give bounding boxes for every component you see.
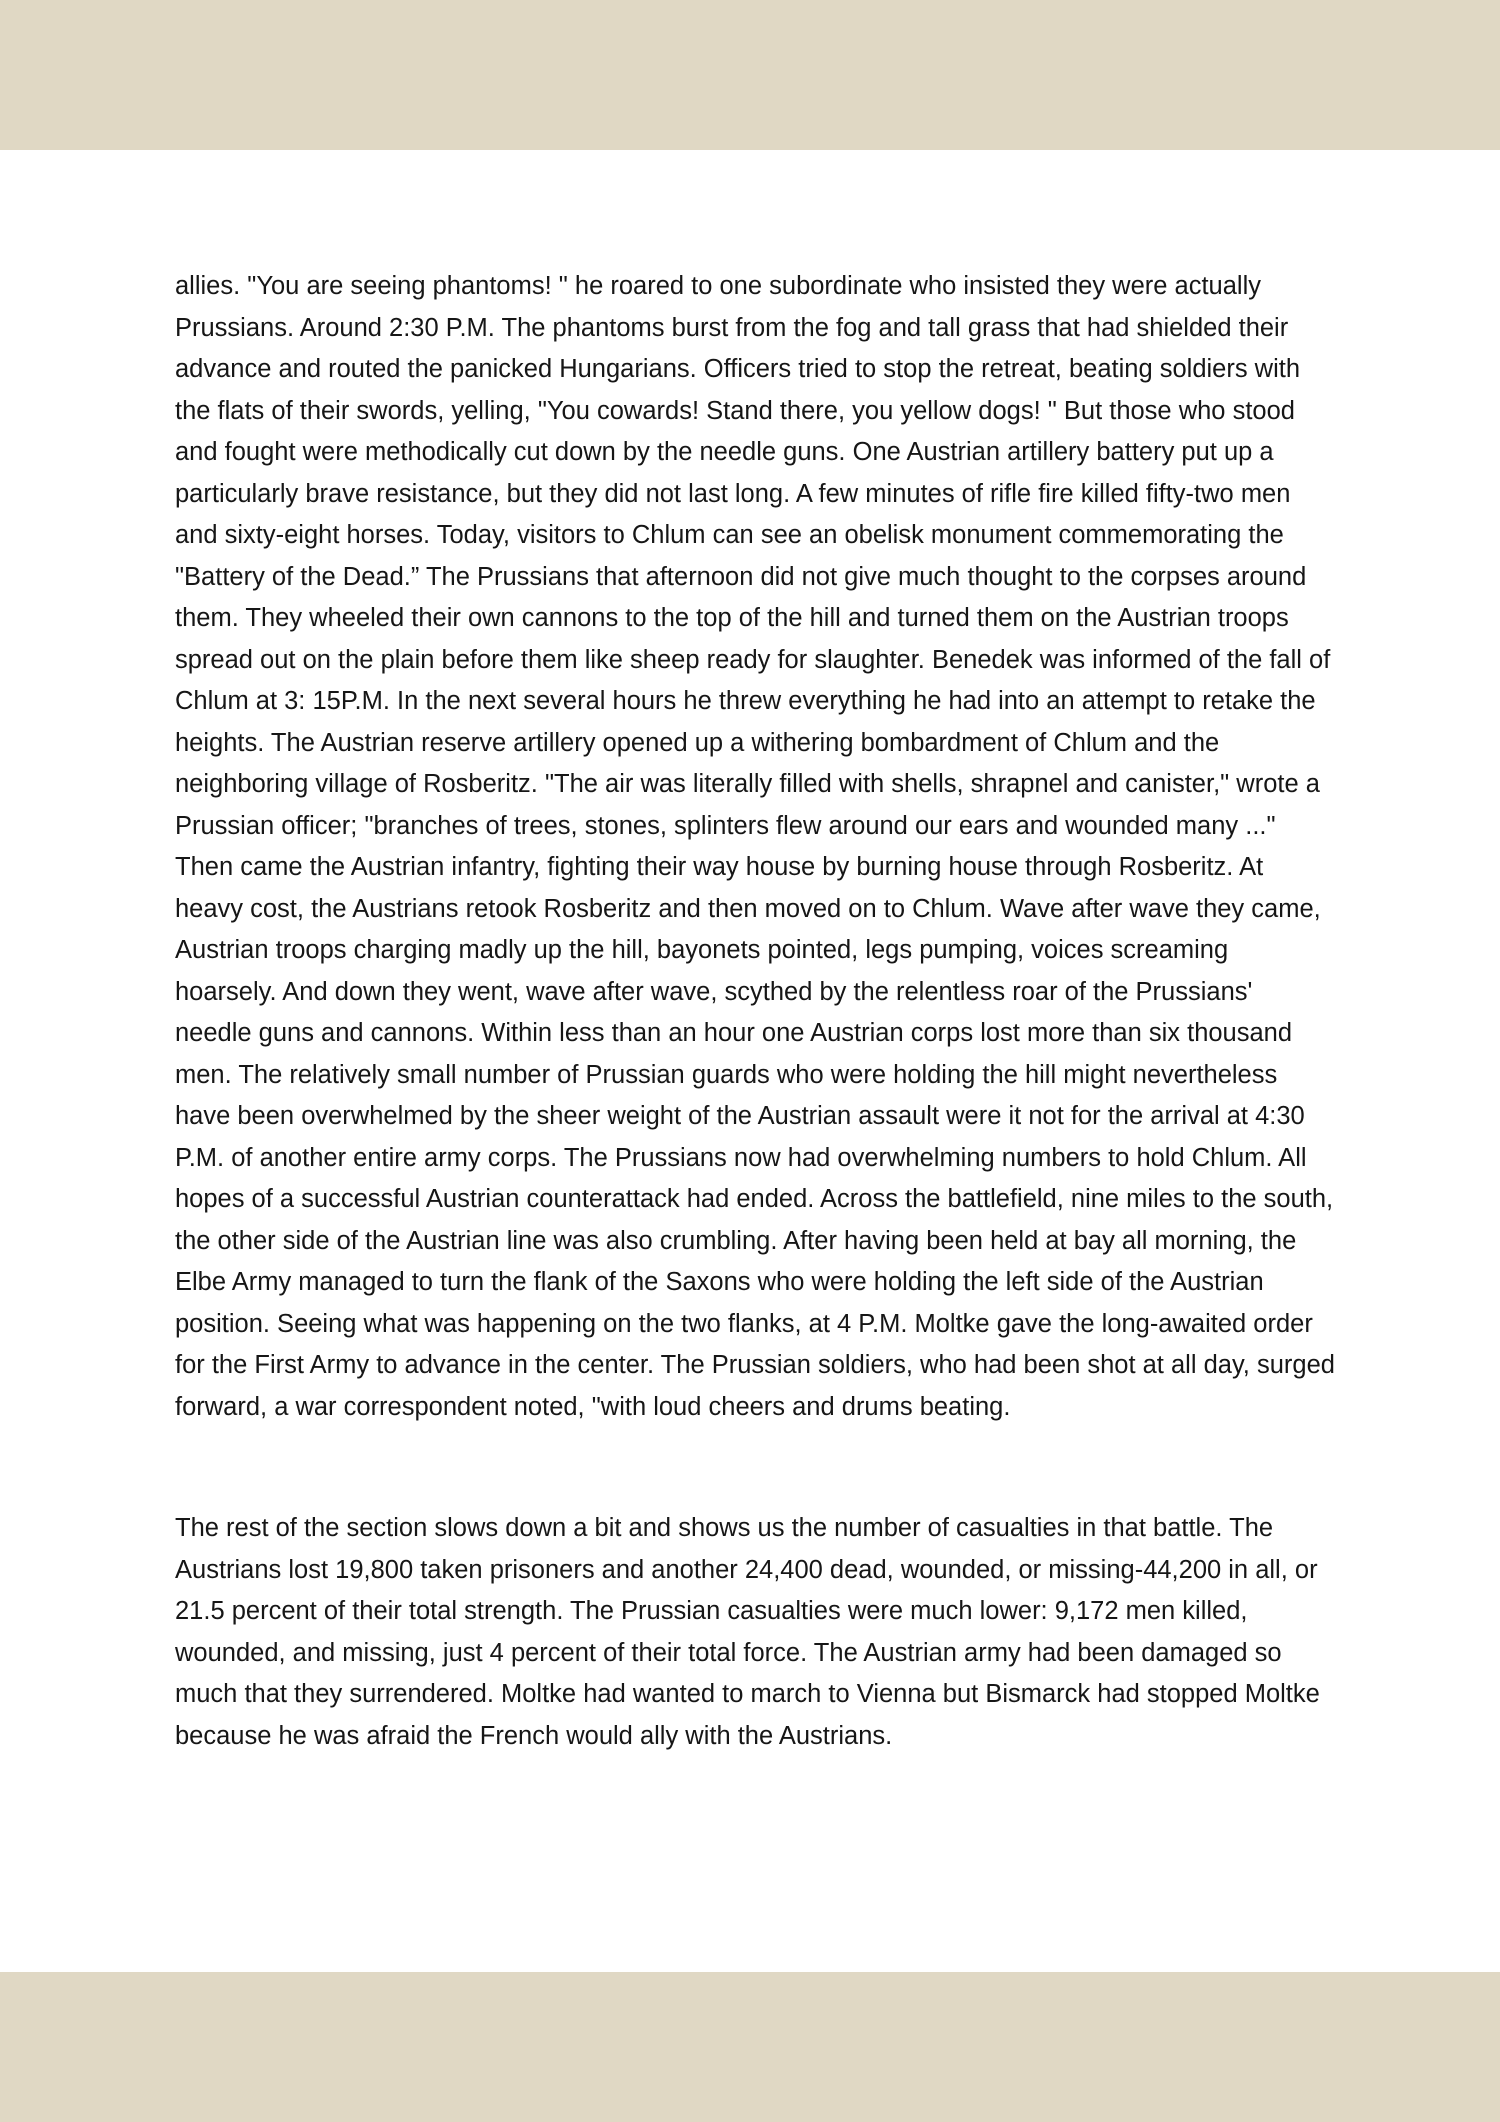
body-paragraph-1: allies. "You are seeing phantoms! " he roared to one subordinate who insisted they were actually Prussians. Around 2:30 P.M. The phantoms burst from the fog and tall grass that had shielded their advance and routed the panicked Hungarians. Officers tried to stop the retreat, beating soldiers with the flats of their swords, yelling, "You cowards! Stand there, you yellow dogs! " But those who stood and fought were methodically cut down by the needle guns. One Austrian artillery battery put up a particularly brave resistance, but they did not last long. A few minutes of rifle fire killed fifty-two men and sixty-eight horses. Today, visitors to Chlum can see an obelisk monument commemorating the "Battery of the Dead.” The Prussians that afternoon did not give much thought to the corpses around them. They wheeled their own cannons to the top of the hill and turned them on the Austrian troops spread out on the plain before them like sheep ready for slaughter. Benedek was informed of the fall of Chlum at 3: 15P.M. In the next several hours he threw everything he had into an attempt to retake the heights. The Austrian reserve artillery opened up a withering bombardment of Chlum and the neighboring village of Rosberitz. "The air was literally filled with shells, shrapnel and canister," wrote a Prussian officer; "branches of trees, stones, splinters flew around our ears and wounded many ..." Then came the Austrian infantry, fighting their way house by burning house through Rosberitz. At heavy cost, the Austrians retook Rosberitz and then moved on to Chlum. Wave after wave they came, Austrian troops charging madly up the hill, bayonets pointed, legs pumping, voices screaming hoarsely. And down they went, wave after wave, scythed by the relentless roar of the Prussians' needle guns and cannons. Within less than an hour one Austrian corps lost more than six thousand men. The relatively small number of Prussian guards who were holding the hill might nevertheless have been overwhelmed by the sheer weight of the Austrian assault were it not for the arrival at 4:30 P.M. of another entire army corps. The Prussians now had overwhelming numbers to hold Chlum. All hopes of a successful Austrian counterattack had ended. Across the battlefield, nine miles to the south, the other side of the Austrian line was also crumbling. After having been held at bay all morning, the Elbe Army managed to turn the flank of the Saxons who were holding the left side of the Austrian position. Seeing what was happening on the two flanks, at 4 P.M. Moltke gave the long-awaited order for the First Army to advance in the center. The Prussian soldiers, who had been shot at all day, surged forward, a war correspondent noted, "with loud cheers and drums beating. — [175, 272, 1335, 1421]
document-body — [175, 266, 1335, 1757]
top-margin-band — [0, 0, 1500, 150]
bottom-margin-band — [0, 1972, 1500, 2122]
body-paragraph-2: The rest of the section slows down a bit and shows us the number of casualties in that battle. The Austrians lost 19,800 taken prisoners and another 24,400 dead, wounded, or missing-44,200 in all, or 21.5 percent of their total strength. The Prussian casualties were much lower: 9,172 men killed, wounded, and missing, just 4 percent of their total force. The Austrian army had been damaged so much that they surrendered. Moltke had wanted to march to Vienna but Bismarck had stopped Moltke because he was afraid the French would ally with the Austrians. — [175, 1514, 1320, 1750]
